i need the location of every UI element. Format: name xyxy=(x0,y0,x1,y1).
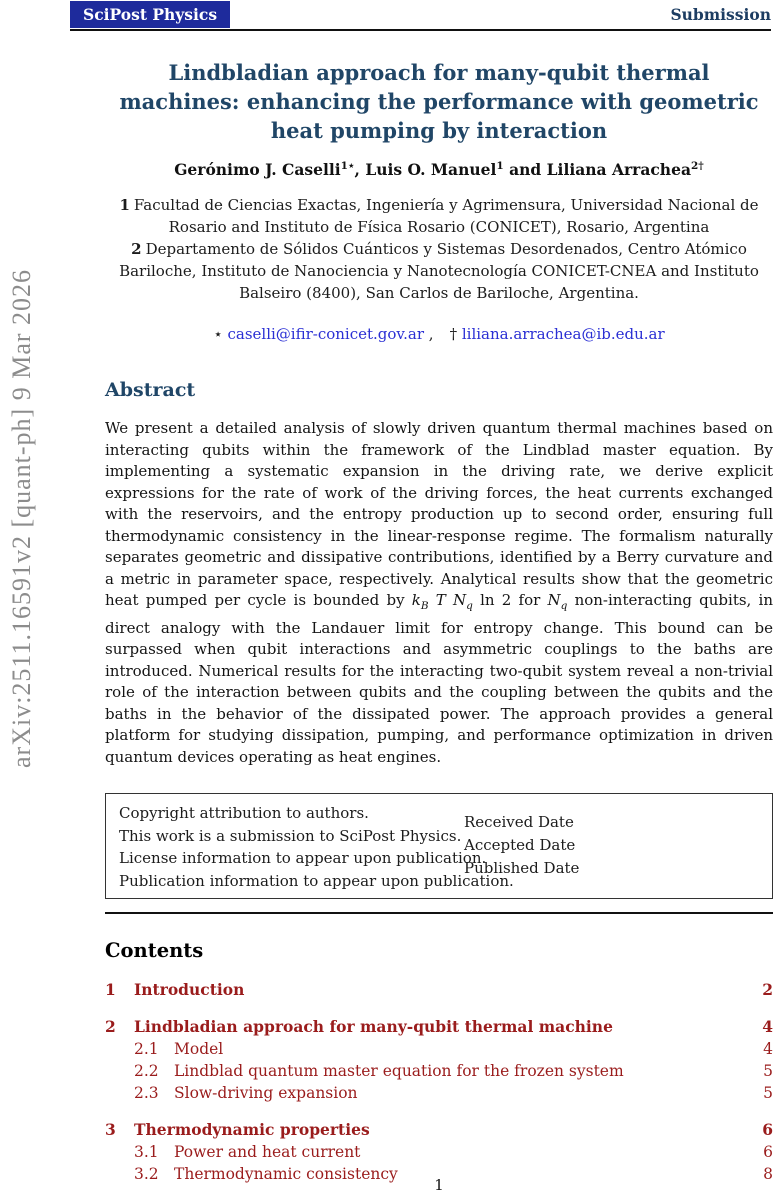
copyright-box xyxy=(105,793,773,899)
math-variable: k xyxy=(411,591,421,610)
email-link-first-author[interactable]: caselli@ifir-conicet.gov.ar xyxy=(227,325,425,344)
paper-title: Lindbladian approach for many-qubit thermal machines: enhancing the performance with geometric heat pumping by interaction xyxy=(119,60,759,143)
toc-page-number: 8 xyxy=(763,1165,773,1184)
abstract-segment: non-interacting qubits, in direct analogy with the Landauer limit for entropy change. This bound can be surpassed when qubit interactions and asymmetric couplings to the baths are introduced. Numerical results for the interacting two-qubit system reveal a non-trivial role of the interaction between qubits and the coupling between the qubits and the baths in the behavior of the dissipated power. The approach provides a general platform for studying dissipation, pumping, and performance optimization in driven quantum devices operating as heat engines. xyxy=(105,591,773,766)
author-affiliation-marker: 2† xyxy=(691,160,704,172)
math-operator: ln 2 xyxy=(472,591,512,610)
toc-page-number: 4 xyxy=(762,1017,773,1037)
toc-page-number: 4 xyxy=(763,1040,773,1059)
abstract-segment: for xyxy=(511,591,548,610)
toc-page-number: 6 xyxy=(763,1143,773,1162)
scipost-physics-badge-label: SciPost Physics xyxy=(83,5,218,24)
affiliation-item xyxy=(105,238,773,304)
toc-entry-introduction[interactable] xyxy=(105,979,773,1001)
toc-number: 2.1 xyxy=(134,1040,159,1059)
published-date-label: Published Date xyxy=(464,859,580,878)
author-affiliation-marker: 1 xyxy=(496,160,504,172)
author-separator: and xyxy=(503,160,547,180)
affiliation-text: Departamento de Sólidos Cuánticos y Sistemas Desordenados, Centro Atómico Bariloche, Instituto de Nanociencia y Nanotecnología CONICET-CNEA and Instituto Balseiro (8400), San Carlos de Bariloche, Argentina. xyxy=(119,240,759,303)
header-rule xyxy=(70,29,771,31)
toc-label: Model xyxy=(174,1040,224,1059)
abstract-segment: We present a detailed analysis of slowly driven quantum thermal machines based on interacting qubits within the framework of the Lindblad master equation. By implementing a systematic expansion in the driving rate, we derive explicit expressions for the rate of work of the driving forces, the heat currents exchanged with the reservoirs, and the entropy production up to second order, ensuring full thermodynamic consistency in the linear-response regime. The formalism naturally separates geometric and dissipative contributions, identified by a Berry curvature and a metric in parameter space, respectively. Analytical results show that the geometric heat pumped per cycle is bounded by xyxy=(105,419,773,610)
page-number: 1 xyxy=(434,1176,444,1194)
table-of-contents xyxy=(105,979,773,1185)
toc-label: Thermodynamic properties xyxy=(134,1120,370,1140)
arxiv-watermark: arXiv:2511.16591v2 [quant-ph] 9 Mar 2026 xyxy=(7,268,36,768)
toc-entry-model[interactable] xyxy=(105,1038,773,1060)
submission-label: Submission xyxy=(670,5,771,24)
author-affiliation-marker: 1⋆ xyxy=(340,160,355,172)
abstract-text xyxy=(105,418,773,768)
toc-entry-lindbladian-approach[interactable] xyxy=(105,1016,773,1038)
authors-line xyxy=(105,160,773,179)
toc-label: Lindbladian approach for many-qubit thermal machine xyxy=(134,1017,613,1037)
page-header xyxy=(70,0,771,29)
abstract-heading: Abstract xyxy=(105,379,196,402)
copyright-lines xyxy=(119,802,772,892)
toc-number: 1 xyxy=(105,980,116,1000)
toc-number: 2 xyxy=(105,1017,116,1037)
toc-page-number: 6 xyxy=(762,1120,773,1140)
contact-separator: , xyxy=(428,325,434,344)
toc-label: Power and heat current xyxy=(174,1143,361,1162)
toc-label: Lindblad quantum master equation for the frozen system xyxy=(174,1062,624,1081)
star-symbol: ⋆ xyxy=(213,325,223,344)
scipost-physics-badge xyxy=(70,1,230,28)
contents-heading: Contents xyxy=(105,939,204,963)
copyright-line: License information to appear upon publication. xyxy=(119,849,487,868)
toc-page-number: 5 xyxy=(763,1084,773,1103)
toc-number: 3.1 xyxy=(134,1143,159,1162)
toc-entry-lindblad-master-equation[interactable] xyxy=(105,1060,773,1082)
copyright-line: Copyright attribution to authors. xyxy=(119,804,369,823)
copyright-line: Publication information to appear upon publication. xyxy=(119,871,514,890)
copyright-line: This work is a submission to SciPost Physics. xyxy=(119,826,462,845)
toc-number: 3 xyxy=(105,1120,116,1140)
publication-dates xyxy=(464,811,579,880)
math-subscript: B xyxy=(420,600,429,613)
contact-line xyxy=(105,325,773,343)
toc-number: 2.2 xyxy=(134,1062,159,1081)
affiliation-item xyxy=(105,194,773,238)
affiliations xyxy=(105,194,773,304)
toc-entry-slow-driving-expansion[interactable] xyxy=(105,1082,773,1104)
received-date-label: Received Date xyxy=(464,813,574,832)
toc-entry-power-and-heat-current[interactable] xyxy=(105,1141,773,1163)
toc-label: Slow-driving expansion xyxy=(174,1084,358,1103)
toc-entry-thermodynamic-properties[interactable] xyxy=(105,1119,773,1141)
toc-page-number: 5 xyxy=(763,1062,773,1081)
email-link-third-author[interactable]: liliana.arrachea@ib.edu.ar xyxy=(461,325,665,344)
toc-page-number: 2 xyxy=(762,980,773,1000)
paper-body xyxy=(105,40,773,1185)
math-variable: T N xyxy=(428,591,467,610)
math-subscript: q xyxy=(466,600,473,613)
dagger-symbol: † xyxy=(449,325,458,344)
author-name: Luis O. Manuel xyxy=(365,160,497,180)
math-variable: N xyxy=(547,591,561,610)
toc-label: Thermodynamic consistency xyxy=(174,1165,398,1184)
toc-number: 2.3 xyxy=(134,1084,159,1103)
toc-number: 3.2 xyxy=(134,1165,159,1184)
affiliation-number: 2 xyxy=(131,240,142,259)
separator-rule xyxy=(105,912,773,914)
affiliation-text: Facultad de Ciencias Exactas, Ingeniería y Agrimensura, Universidad Nacional de Rosario and Instituto de Física Rosario (CONICET), Rosario, Argentina xyxy=(133,196,759,237)
author-separator: , xyxy=(354,160,366,180)
author-name: Gerónimo J. Caselli xyxy=(174,160,341,180)
author-name: Liliana Arrachea xyxy=(546,160,691,180)
accepted-date-label: Accepted Date xyxy=(464,836,576,855)
math-subscript: q xyxy=(560,600,568,613)
affiliation-number: 1 xyxy=(119,196,130,215)
toc-label: Introduction xyxy=(134,980,245,1000)
